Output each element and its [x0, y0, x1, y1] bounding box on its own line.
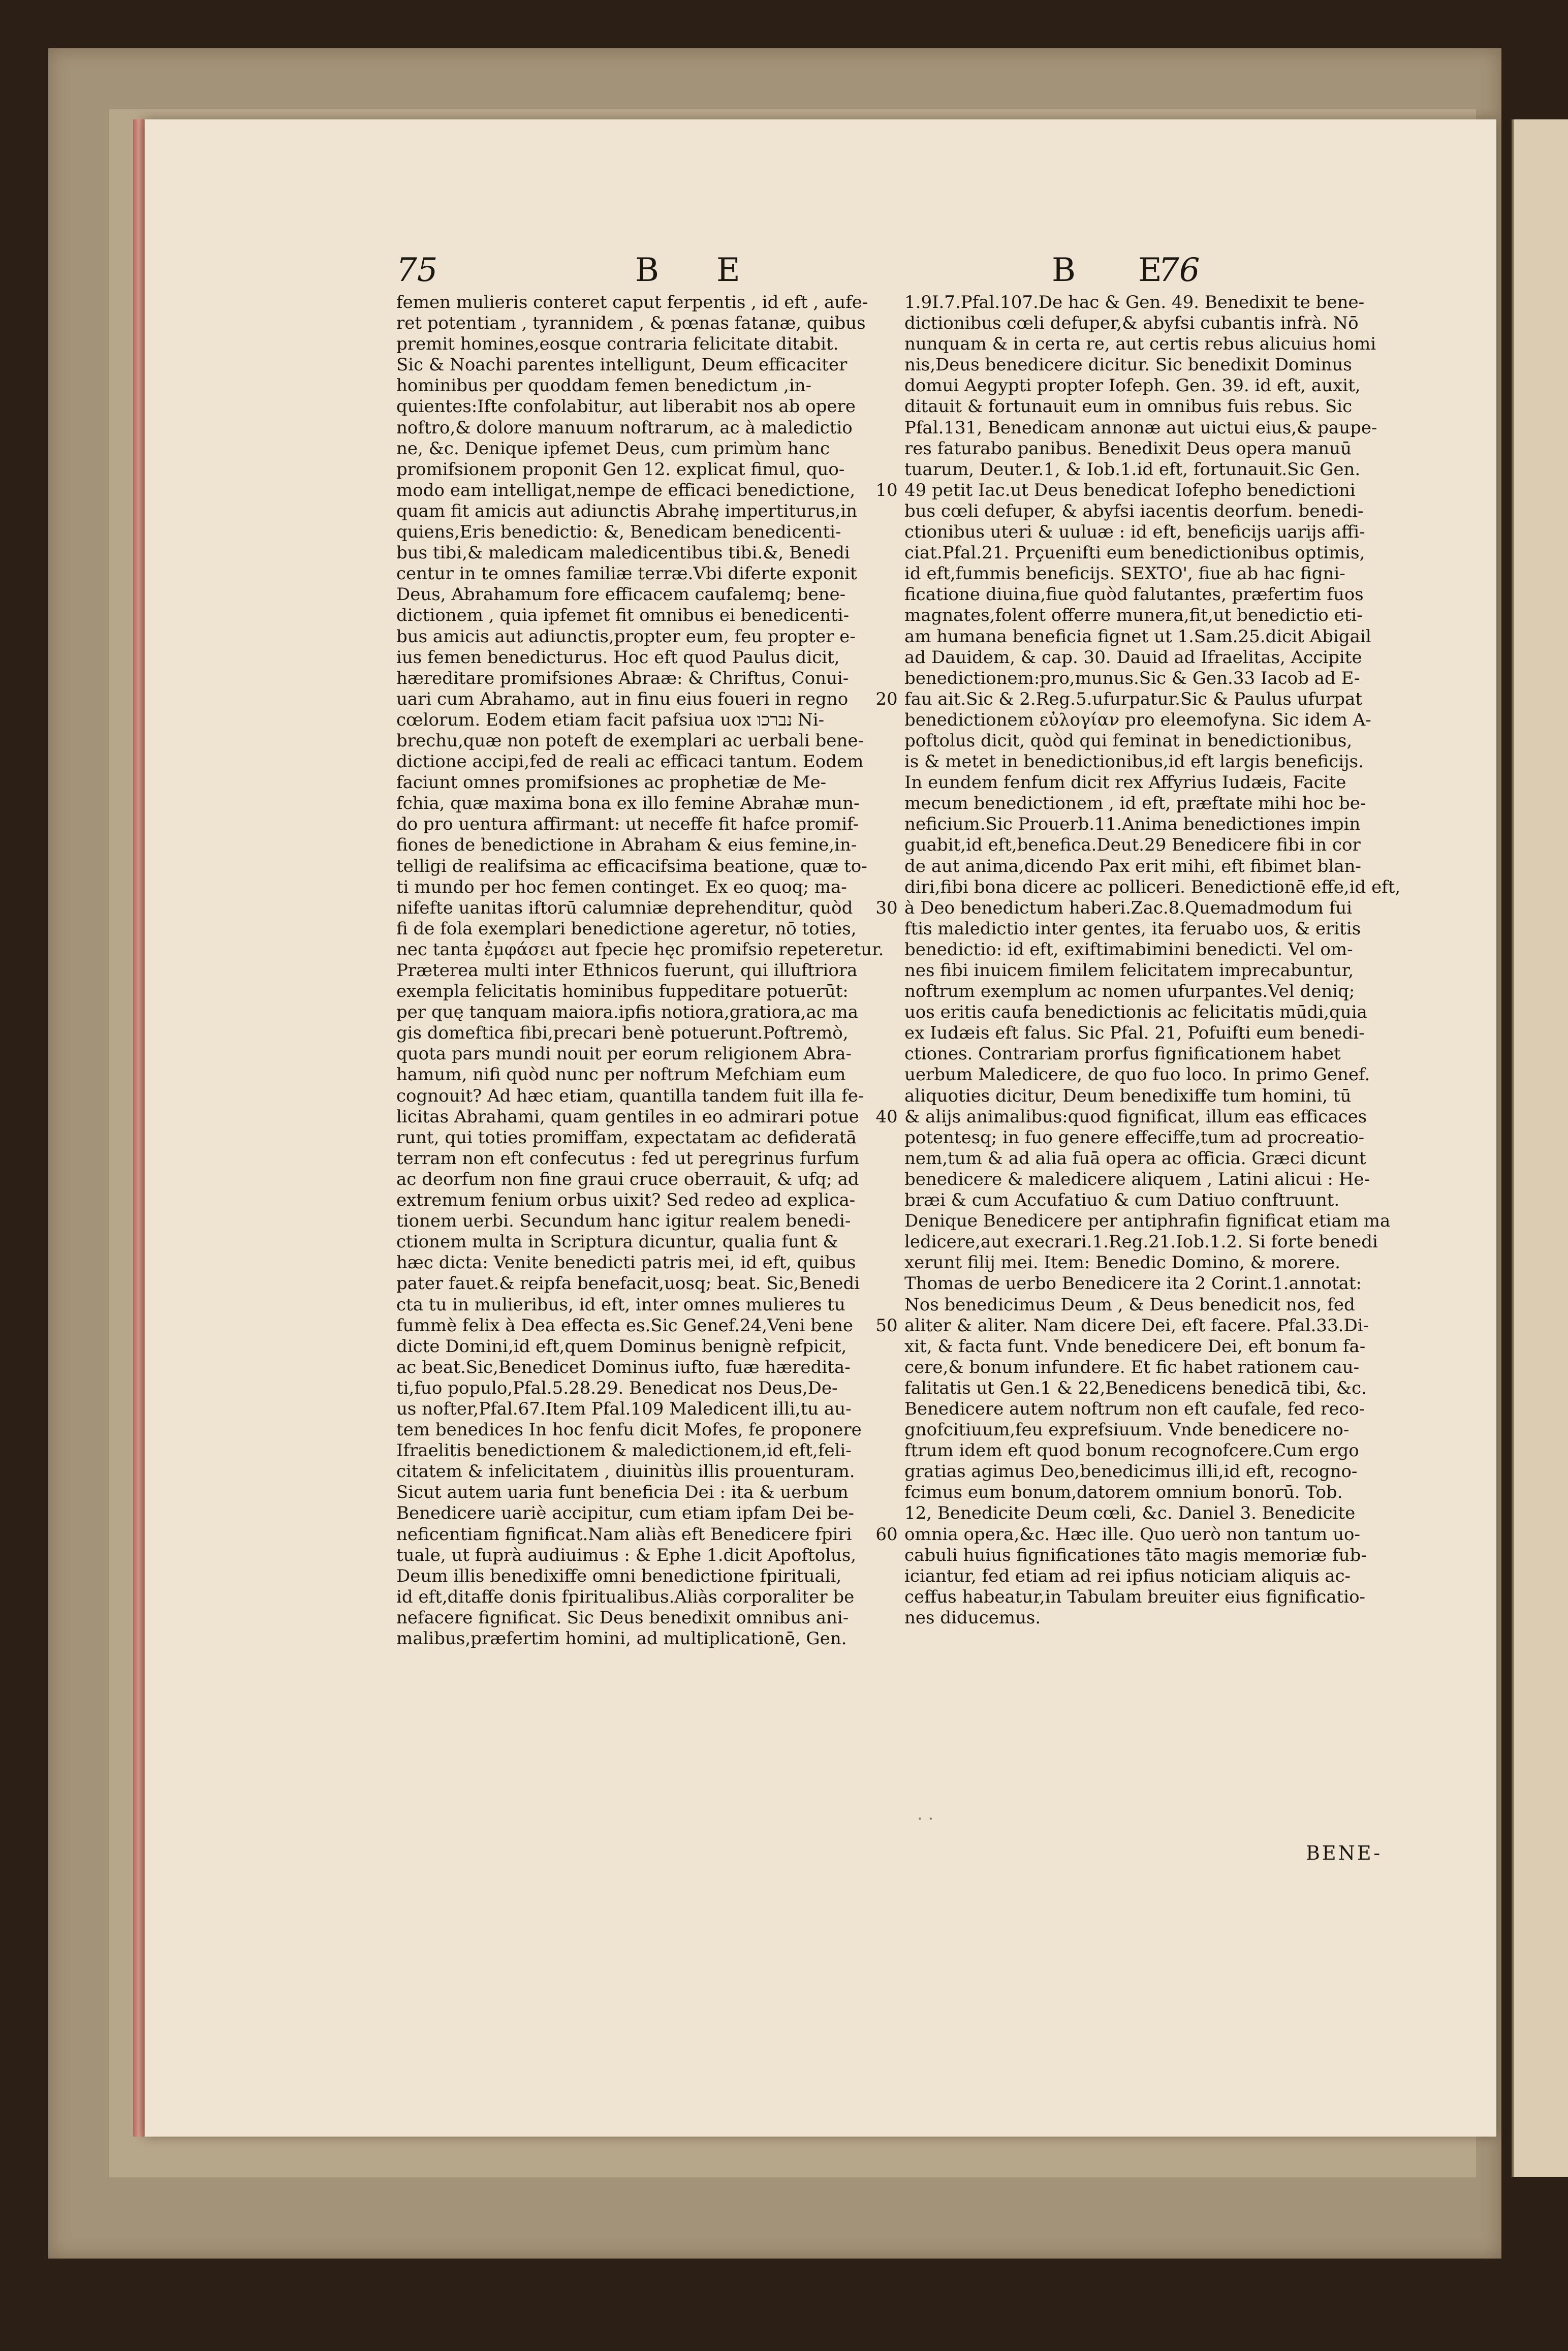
text-line: xit, & facta funt. Vnde benedicere Dei, eft bonum fa- — [904, 1336, 1366, 1357]
text-line: uerbum Maledicere, de quo fuo loco. In primo Genef. — [904, 1064, 1370, 1085]
text-line: cœlorum. Eodem etiam facit pafsiua uox נברכו Ni- — [396, 709, 825, 730]
text-line: ftis maledictio inter gentes, ita feruabo uos, & eritis — [904, 918, 1361, 939]
text-line: quiens,Eris benedictio: &, Benedicam benedicenti- — [396, 522, 841, 543]
text-line: fummè felix à Dea effecta es.Sic Genef.24,Veni bene — [396, 1315, 854, 1336]
margin-number: 30 — [875, 897, 898, 918]
text-line: fiones de benedictione in Abraham & eius femine,in- — [396, 835, 857, 856]
text-line: tem benedices In hoc fenfu dicit Mofes, fe proponere — [396, 1420, 862, 1440]
text-line: promifsionem proponit Gen 12. explicat fimul, quo- — [396, 459, 845, 480]
text-line: res faturabo panibus. Benedixit Deus opera manuū — [904, 438, 1352, 459]
text-line: us nofter,Pfal.67.Item Pfal.109 Maledicent illi,tu au- — [396, 1398, 852, 1419]
text-line: cere,& bonum infundere. Et fic habet rationem cau- — [904, 1357, 1360, 1377]
right-text-column — [904, 292, 1402, 1628]
text-line: femen mulieris conteret caput ferpentis , id eft , aufe- — [396, 292, 868, 312]
text-line: In eundem fenfum dicit rex Affyrius Iudæis, Facite — [904, 772, 1346, 793]
text-line: omnia opera,&c. Hæc ille. Quo uerò non tantum uo- — [904, 1524, 1360, 1545]
text-line: Ifraelitis benedictionem & maledictionem,id eft,feli- — [396, 1440, 852, 1461]
text-line: hominibus per quoddam femen benedictum ,in- — [396, 375, 812, 396]
text-line: iciantur, fed etiam ad rei ipfius noticiam aliquis ac- — [904, 1565, 1351, 1586]
margin-number: 20 — [875, 688, 898, 709]
text-line: cabuli huius fignificationes tāto magis memoriæ fub- — [904, 1545, 1367, 1565]
text-line: nifefte uanitas iftorū calumniæ deprehenditur, quòd — [396, 897, 853, 918]
text-line: fcimus eum bonum,datorem omnium bonorū. Tob. — [904, 1482, 1343, 1503]
text-line: uari cum Abrahamo, aut in finu eius foueri in regno — [396, 688, 849, 709]
text-line: nec tanta ἐμφάσει aut fpecie hęc promifsio repeteretur. — [396, 939, 884, 960]
text-line: poftolus dicit, quòd qui feminat in benedictionibus, — [904, 730, 1353, 751]
left-text-column — [396, 292, 884, 1649]
text-line: ditauit & fortunauit eum in omnibus fuis rebus. Sic — [904, 396, 1353, 417]
text-line: cta tu in mulieribus, id eft, inter omnes mulieres tu — [396, 1294, 845, 1315]
text-line: potentesq; in fuo genere effeciffe,tum ad procreatio- — [904, 1127, 1365, 1148]
text-line: Deum illis benedixiffe omni benedictione fpirituali, — [396, 1565, 842, 1586]
text-line: dictione accipi,fed de reali ac efficaci tantum. Eodem — [396, 751, 864, 772]
text-line: do pro uentura affirmant: ut neceffe fit hafce promif- — [396, 814, 859, 835]
text-line: ficatione diuina,fiue quòd falutantes, præfertim fuos — [904, 584, 1364, 605]
text-line: Benedicere uariè accipitur, cum etiam ipfam Dei be- — [396, 1503, 854, 1524]
text-line: nunquam & in certa re, aut certis rebus alicuius homi — [904, 334, 1376, 355]
text-line: per quę tanquam maiora.ipfis notiora,gratiora,ac ma — [396, 1002, 859, 1023]
text-line: ctionibus uteri & uuluæ : id eft, beneficijs uarijs affi- — [904, 522, 1365, 543]
text-line: noftro,& dolore manuum noftrarum, ac à maledictio — [396, 417, 853, 438]
text-line: id eft,fummis beneficijs. SEXTO', fiue ab hac figni- — [904, 563, 1345, 584]
text-line: falitatis ut Gen.1 & 22,Benedicens benedicā tibi, &c. — [904, 1377, 1367, 1398]
text-line: ctionem multa in Scriptura dicuntur, qualia funt & — [396, 1232, 838, 1252]
text-line: citatem & infelicitatem , diuinitùs illis prouenturam. — [396, 1461, 855, 1482]
text-line: dicte Domini,id eft,quem Dominus benignè refpicit, — [396, 1336, 847, 1357]
margin-number: 10 — [875, 480, 898, 500]
text-line: ti,fuo populo,Pfal.5.28.29. Benedicat nos Deus,De- — [396, 1377, 838, 1398]
text-line: magnates,folent offerre munera,fit,ut benedictio eti- — [904, 605, 1363, 626]
text-line: Sicut autem uaria funt beneficia Dei : ita & uerbum — [396, 1482, 849, 1503]
facing-page-edge — [1512, 119, 1568, 2177]
text-line: ad Dauidem, & cap. 30. Dauid ad Ifraelitas, Accipite — [904, 647, 1362, 668]
text-line: guabit,id eft,benefica.Deut.29 Benedicere fibi in cor — [904, 835, 1361, 856]
text-line: tionem uerbi. Secundum hanc igitur realem benedi- — [396, 1211, 851, 1232]
margin-number: 50 — [875, 1315, 898, 1336]
text-line: & alijs animalibus:quod fignificat, illum eas efficaces — [904, 1106, 1367, 1127]
text-line: nem,tum & ad alia fuā opera ac officia. Græci dicunt — [904, 1148, 1366, 1169]
text-line: bus cœli defuper, & abyfsi iacentis deorfum. benedi- — [904, 500, 1364, 521]
text-line: benedictio: id eft, exiftimabimini benedicti. Vel om- — [904, 939, 1353, 960]
text-line: ti mundo per hoc femen continget. Ex eo quoq; ma- — [396, 876, 847, 897]
text-line: ret potentiam , tyrannidem , & pœnas fatanæ, quibus — [396, 313, 866, 334]
margin-number: 60 — [875, 1524, 898, 1545]
text-line: Deus, Abrahamum fore efficacem caufalemq; bene- — [396, 584, 846, 605]
text-line: de aut anima,dicendo Pax erit mihi, eft fibimet blan- — [904, 856, 1361, 876]
margin-number: 40 — [875, 1106, 898, 1127]
text-line: neficentiam fignificat.Nam aliàs eft Benedicere fpiri — [396, 1524, 852, 1545]
text-line: exempla felicitatis hominibus fuppeditare potuerūt: — [396, 981, 849, 1002]
text-line: nefacere fignificat. Sic Deus benedixit omnibus ani- — [396, 1607, 849, 1628]
text-line: ctiones. Contrariam prorfus fignificationem habet — [904, 1044, 1341, 1064]
text-line: aliquoties dicitur, Deum benedixiffe tum homini, tū — [904, 1085, 1352, 1106]
text-line: cognouit? Ad hæc etiam, quantilla tandem fuit illa fe- — [396, 1085, 864, 1106]
red-page-edge — [133, 119, 144, 2137]
text-line: premit homines,eosque contraria felicitate ditabit. — [396, 334, 839, 355]
text-line: Denique Benedicere per antiphrafin fignificat etiam ma — [904, 1211, 1391, 1232]
text-line: faciunt omnes promifsiones ac prophetiæ de Me- — [396, 772, 827, 793]
text-line: ex Iudæis eft falus. Sic Pfal. 21, Pofuifti eum benedi- — [904, 1023, 1365, 1044]
text-line: domui Aegypti propter Iofeph. Gen. 39. id eft, auxit, — [904, 375, 1361, 396]
text-line: ftrum idem eft quod bonum recognofcere.Cum ergo — [904, 1440, 1359, 1461]
text-line: modo eam intelligat,nempe de efficaci benedictione, — [396, 480, 856, 500]
left-running-head-b: B — [635, 252, 665, 289]
text-line: quota pars mundi nouit per eorum religionem Abra- — [396, 1044, 852, 1064]
text-line: quam fit amicis aut adiunctis Abrahę impertiturus,in — [396, 500, 858, 521]
text-line: fchia, quæ maxima bona ex illo femine Abrahæ mun- — [396, 793, 860, 814]
catchword: BENE- — [1306, 1842, 1383, 1864]
text-line: 49 petit Iac.ut Deus benedicat Iofepho benedictioni — [904, 480, 1356, 500]
right-page-number: 76 — [1158, 252, 1200, 289]
text-line: Thomas de uerbo Benedicere ita 2 Corint.1.annotat: — [904, 1273, 1362, 1294]
text-line: centur in te omnes familiæ terræ.Vbi diferte exponit — [396, 563, 857, 584]
text-line: ac beat.Sic,Benedicet Dominus iufto, fuæ hæredita- — [396, 1357, 851, 1377]
text-line: gnofcitiuum,feu exprefsiuum. Vnde benedicere no- — [904, 1420, 1350, 1440]
left-page-number: 75 — [396, 252, 438, 289]
text-line: gratias agimus Deo,benedicimus illi,id eft, recogno- — [904, 1461, 1358, 1482]
text-line: fi de fola exemplari benedictione ageretur, nō toties, — [396, 918, 857, 939]
text-line: à Deo benedictum haberi.Zac.8.Quemadmodum fui — [904, 897, 1353, 918]
text-line: fau ait.Sic & 2.Reg.5.ufurpatur.Sic & Paulus ufurpat — [904, 688, 1362, 709]
text-line: uos eritis caufa benedictionis ac felicitatis mūdi,quia — [904, 1002, 1367, 1023]
text-line: neficium.Sic Prouerb.11.Anima benedictiones impin — [904, 814, 1361, 835]
text-line: nis,Deus benedicere dicitur. Sic benedixit Dominus — [904, 355, 1352, 375]
text-line: tuarum, Deuter.1, & Iob.1.id eft, fortunauit.Sic Gen. — [904, 459, 1361, 480]
text-line: hæreditare promifsiones Abraæ: & Chriftus, Conui- — [396, 668, 849, 688]
text-line: ledicere,aut execrari.1.Reg.21.Iob.1.2. Si forte benedi — [904, 1232, 1378, 1252]
text-line: nes fibi inuicem fimilem felicitatem imprecabuntur, — [904, 960, 1354, 981]
text-line: hæc dicta: Venite benedicti patris mei, id eft, quibus — [396, 1252, 856, 1273]
text-line: mecum benedictionem , id eft, præftate mihi hoc be- — [904, 793, 1366, 814]
text-line: ceffus habeatur,in Tabulam breuiter eius fignificatio- — [904, 1586, 1366, 1607]
text-line: extremum fenium orbus uixit? Sed redeo ad explica- — [396, 1190, 856, 1211]
text-line: 1.9I.7.Pfal.107.De hac & Gen. 49. Benedixit te bene- — [904, 292, 1365, 312]
text-line: xerunt filij mei. Item: Benedic Domino, & morere. — [904, 1252, 1340, 1273]
running-header — [396, 252, 1200, 297]
text-line: gis domeftica fibi,precari benè potuerunt.Poftremò, — [396, 1023, 849, 1044]
text-line: benedictionem εὐλογίαν pro eleemofyna. Sic idem A- — [904, 709, 1371, 730]
text-line: benedicere & maledicere aliquem , Latini alicui : He- — [904, 1169, 1370, 1189]
text-line: Præterea multi inter Ethnicos fuerunt, qui illuftriora — [396, 960, 858, 981]
text-line: terram non eft confecutus : fed ut peregrinus furfum — [396, 1148, 860, 1169]
text-line: id eft,ditaffe donis fpiritualibus.Aliàs corporaliter be — [396, 1586, 855, 1607]
text-line: Sic & Noachi parentes intelligunt, Deum efficaciter — [396, 355, 848, 375]
text-line: Benedicere autem noftrum non eft caufale, fed reco- — [904, 1398, 1365, 1419]
text-line: runt, qui toties promiffam, expectatam ac defideratā — [396, 1127, 857, 1148]
text-line: brechu,quæ non poteft de exemplari ac uerbali bene- — [396, 730, 864, 751]
text-line: 12, Benedicite Deum cœli, &c. Daniel 3. Benedicite — [904, 1503, 1356, 1524]
bottom-mark: · · — [917, 1809, 934, 1829]
text-line: ne, &c. Denique ipfemet Deus, cum primùm hanc — [396, 438, 830, 459]
text-line: ciat.Pfal.21. Prçuenifti eum benedictionibus optimis, — [904, 543, 1365, 563]
right-running-head-e: E — [1138, 252, 1162, 289]
right-running-head-b: B — [1052, 252, 1076, 289]
text-line: malibus,præfertim homini, ad multiplicationē, Gen. — [396, 1628, 847, 1649]
text-line: telligi de realifsima ac efficacifsima beatione, quæ to- — [396, 856, 867, 876]
text-line: am humana beneficia fignet ut 1.Sam.25.dicit Abigail — [904, 626, 1371, 647]
text-line: licitas Abrahami, quam gentiles in eo admirari potue — [396, 1106, 859, 1127]
text-line: dictionibus cœli defuper,& abyfsi cubantis infrà. Nō — [904, 313, 1359, 334]
text-line: is & metet in benedictionibus,id eft largis beneficijs. — [904, 751, 1364, 772]
text-line: bus amicis aut adiunctis,propter eum, feu propter e- — [396, 626, 856, 647]
text-line: ius femen benedicturus. Hoc eft quod Paulus dicit, — [396, 647, 840, 668]
left-running-head-e: E — [716, 252, 740, 289]
text-line: tuale, ut fuprà audiuimus : & Ephe 1.dicit Apoftolus, — [396, 1545, 857, 1565]
text-line: hamum, nifi quòd nunc per noftrum Mefchiam eum — [396, 1064, 846, 1085]
text-line: aliter & aliter. Nam dicere Dei, eft facere. Pfal.33.Di- — [904, 1315, 1369, 1336]
text-line: dictionem , quia ipfemet fit omnibus ei benedicenti- — [396, 605, 850, 626]
text-line: benedictionem:pro,munus.Sic & Gen.33 Iacob ad E- — [904, 668, 1360, 688]
text-line: ac deorfum non fine graui cruce oberrauit, & ufq; ad — [396, 1169, 859, 1189]
text-line: pater fauet.& reipfa benefacit,uosq; beat. Sic,Benedi — [396, 1273, 860, 1294]
text-line: Nos benedicimus Deum , & Deus benedicit nos, fed — [904, 1294, 1355, 1315]
text-line: bus tibi,& maledicam maledicentibus tibi.&, Benedi — [396, 543, 850, 563]
text-line: diri,fibi bona dicere ac polliceri. Benedictionē effe,id eft, — [904, 876, 1401, 897]
text-line: nes diducemus. — [904, 1607, 1041, 1628]
text-line: Pfal.131, Benedicam annonæ aut uictui eius,& paupe- — [904, 417, 1377, 438]
text-line: noftrum exemplum ac nomen ufurpantes.Vel deniq; — [904, 981, 1355, 1002]
text-line: quientes:Ifte confolabitur, aut liberabit nos ab opere — [396, 396, 856, 417]
text-line: bræi & cum Accufatiuo & cum Datiuo conftruunt. — [904, 1190, 1340, 1211]
